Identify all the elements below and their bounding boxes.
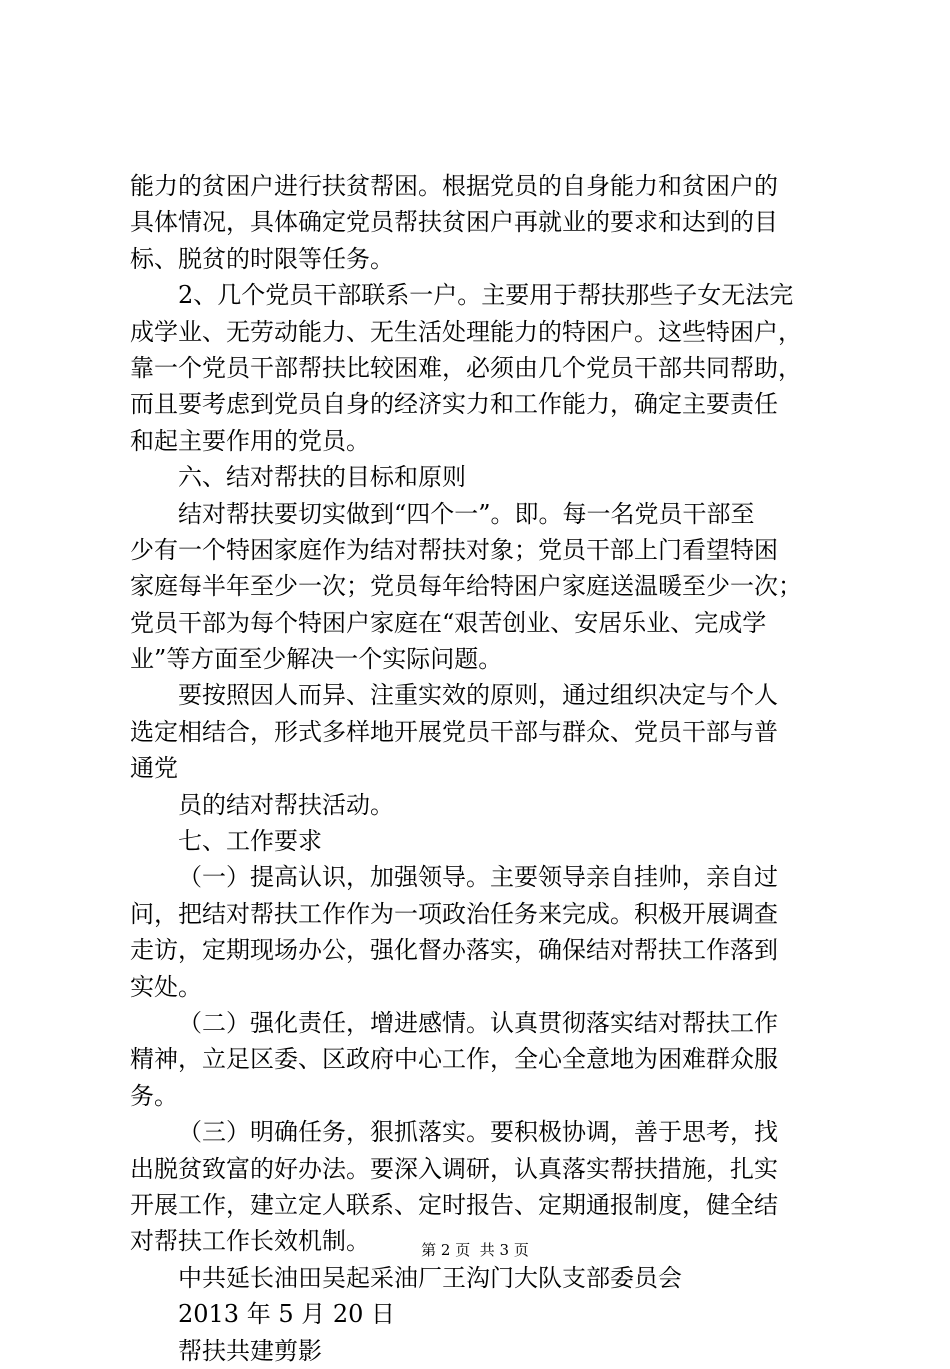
text-line: 中共延长油田吴起采油厂王沟门大队支部委员会 [178, 1263, 682, 1292]
text-line: 六、结对帮扶的目标和原则 [178, 463, 466, 492]
text-line: 和起主要作用的党员。 [130, 426, 370, 455]
text-line: 少有一个特困家庭作为结对帮扶对象；党员干部上门看望特困 [130, 535, 778, 564]
text-line: 务。 [130, 1081, 178, 1110]
text-line: 业”等方面至少解决一个实际问题。 [130, 645, 503, 674]
text-line: 能力的贫困户进行扶贫帮困。根据党员的自身能力和贫困户的 [130, 172, 778, 200]
text-line: 开展工作，建立定人联系、定时报告、定期通报制度，健全结 [130, 1190, 778, 1219]
text-line: 出脱贫致富的好办法。要深入调研，认真落实帮扶措施，扎实 [130, 1154, 778, 1183]
text-line: 选定相结合，形式多样地开展党员干部与群众、党员干部与普 [130, 717, 778, 746]
text-line: 而且要考虑到党员自身的经济实力和工作能力，确定主要责任 [130, 390, 778, 419]
text-line: 家庭每半年至少一次；党员每年给特困户家庭送温暖至少一次； [130, 572, 802, 601]
text-line: 结对帮扶要切实做到“四个一”。即。每一名党员干部至 [178, 499, 755, 528]
text-line: （一）提高认识，加强领导。主要领导亲自挂帅，亲自过 [178, 863, 778, 892]
text-line: 精神，立足区委、区政府中心工作，全心全意地为困难群众服 [130, 1045, 778, 1074]
text-line: 党员干部为每个特困户家庭在“艰苦创业、安居乐业、完成学 [130, 608, 767, 637]
text-line: 具体情况，具体确定党员帮扶贫困户再就业的要求和达到的目 [130, 208, 778, 237]
text-line: 成学业、无劳动能力、无生活处理能力的特困户。这些特困户， [130, 317, 802, 346]
text-line: 2013 年 5 月 20 日 [178, 1300, 396, 1329]
text-line: 2、几个党员干部联系一户。主要用于帮扶那些子女无法完 [178, 281, 794, 310]
text-line: 走访，定期现场办公，强化督办落实，确保结对帮扶工作落到 [130, 936, 778, 965]
text-line: 员的结对帮扶活动。 [178, 790, 394, 819]
page-footer: 第 2 页 共 3 页 [421, 1241, 529, 1259]
text-line: 标、脱贫的时限等任务。 [130, 244, 394, 273]
text-line: 实处。 [130, 972, 202, 1001]
text-line: （二）强化责任，增进感情。认真贯彻落实结对帮扶工作 [178, 1008, 778, 1037]
text-line: 问，把结对帮扶工作作为一项政治任务来完成。积极开展调查 [130, 899, 778, 928]
text-line: 对帮扶工作长效机制。 [130, 1227, 370, 1256]
text-line: 七、工作要求 [178, 827, 322, 856]
text-line: 要按照因人而异、注重实效的原则，通过组织决定与个人 [178, 681, 778, 710]
document-body [130, 168, 830, 1369]
text-line: （三）明确任务，狠抓落实。要积极协调，善于思考，找 [178, 1118, 778, 1147]
text-line: 通党 [130, 754, 178, 783]
text-line: 帮扶共建剪影 [178, 1336, 322, 1365]
text-line: 靠一个党员干部帮扶比较困难，必须由几个党员干部共同帮助， [130, 353, 802, 382]
